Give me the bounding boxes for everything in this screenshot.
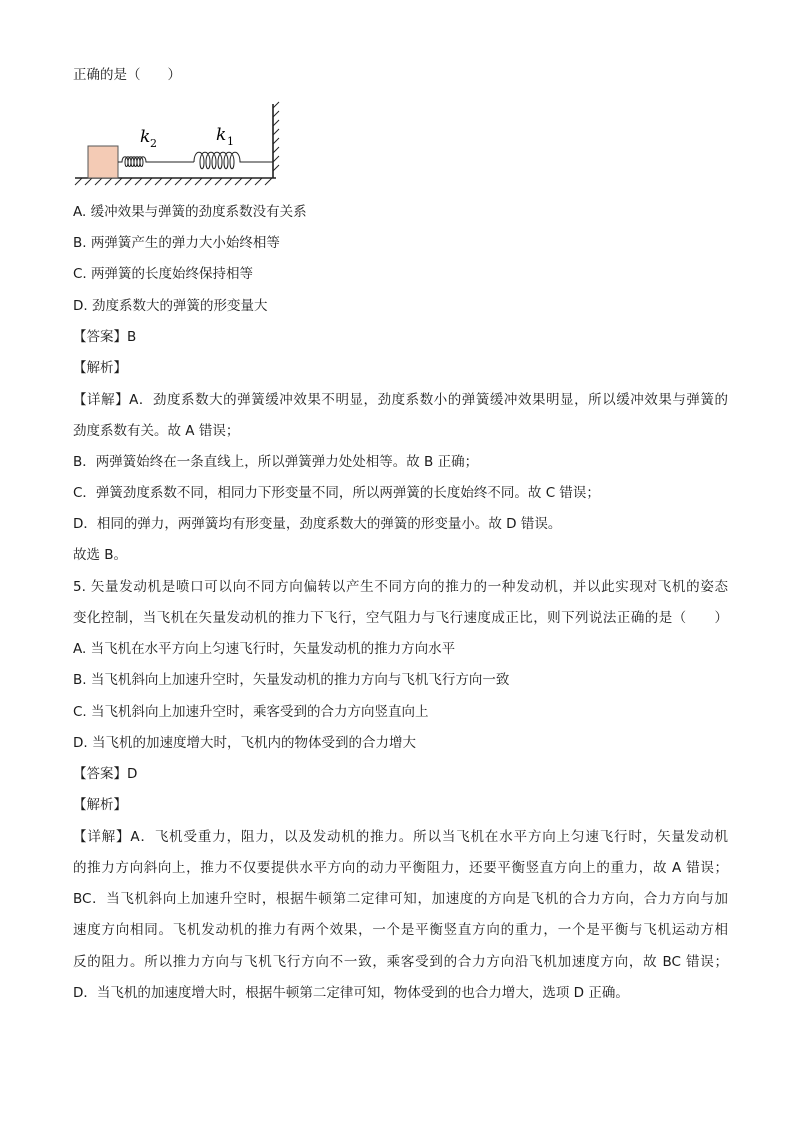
q4-conclusion: 故选 B。 bbox=[73, 547, 128, 563]
q5-detail-line: D．当飞机的加速度增大时，根据牛顿第二定律可知，物体受到的也合力增大，选项 D 正确。 bbox=[73, 985, 629, 1001]
q5-option-b: B. 当飞机斜向上加速升空时，矢量发动机的推力方向与飞机飞行方向一致 bbox=[73, 672, 510, 688]
q5-detail-line: 速度方向相同。飞机发动机的推力有两个效果，一个是平衡竖直方向的重力，一个是平衡与飞机运动方相 bbox=[73, 922, 728, 938]
q5-stem-line: 变化控制，当飞机在矢量发动机的推力下飞行，空气阻力与飞行速度成正比，则下列说法正确的是（ ） bbox=[73, 610, 728, 626]
k1-label: k bbox=[216, 125, 227, 145]
q5-detail-line: 的推力方向斜向上，推力不仅要提供水平方向的动力平衡阻力，还要平衡竖直方向上的重力，故 A 错误； bbox=[73, 860, 728, 876]
q5-stem-line: 5. 矢量发动机是喷口可以向不同方向偏转以产生不同方向的推力的一种发动机，并以此实现对飞机的姿态 bbox=[73, 579, 728, 595]
q5-option-a: A. 当飞机在水平方向上匀速飞行时，矢量发动机的推力方向水平 bbox=[73, 641, 456, 657]
k1-subscript: 1 bbox=[227, 135, 234, 148]
k2-label: k bbox=[140, 127, 151, 147]
q4-detail-line: 劲度系数有关。故 A 错误； bbox=[73, 423, 240, 439]
q5-option-d: D. 当飞机的加速度增大时，飞机内的物体受到的合力增大 bbox=[73, 735, 416, 751]
q4-stem-tail: 正确的是（ ） bbox=[73, 67, 181, 83]
spring-k2 bbox=[118, 157, 194, 167]
q4-answer: 【答案】B bbox=[73, 329, 137, 345]
q4-option-a: A. 缓冲效果与弹簧的劲度系数没有关系 bbox=[73, 204, 307, 220]
q5-answer: 【答案】D bbox=[73, 766, 138, 782]
q5-detail-line: BC．当飞机斜向上加速升空时，根据牛顿第二定律可知，加速度的方向是飞机的合力方向，合力方向与加 bbox=[73, 891, 728, 907]
q5-detail-line: 【详解】A．飞机受重力，阻力，以及发动机的推力。所以当飞机在水平方向上匀速飞行时，矢量发动机 bbox=[73, 829, 728, 845]
q5-analysis-label: 【解析】 bbox=[73, 797, 127, 813]
q4-option-d: D. 劲度系数大的弹簧的形变量大 bbox=[73, 298, 268, 314]
q4-option-c: C. 两弹簧的长度始终保持相等 bbox=[73, 266, 254, 282]
spring-diagram bbox=[70, 100, 285, 190]
q4-detail-line: D．相同的弹力，两弹簧均有形变量，劲度系数大的弹簧的形变量小。故 D 错误。 bbox=[73, 516, 562, 532]
k2-subscript: 2 bbox=[150, 137, 157, 150]
q4-detail-line: B．两弹簧始终在一条直线上，所以弹簧弹力处处相等。故 B 正确； bbox=[73, 454, 479, 470]
q4-option-b: B. 两弹簧产生的弹力大小始终相等 bbox=[73, 235, 280, 251]
spring-block-figure bbox=[70, 100, 285, 194]
q5-detail-line: 反的阻力。所以推力方向与飞机飞行方向不一致，乘客受到的合力方向沿飞机加速度方向，故 BC 错误； bbox=[73, 954, 728, 970]
block bbox=[88, 146, 118, 178]
q4-detail-line: 【详解】A．劲度系数大的弹簧缓冲效果不明显，劲度系数小的弹簧缓冲效果明显，所以缓冲效果与弹簧的 bbox=[73, 392, 728, 408]
spring-k1 bbox=[194, 152, 273, 169]
q4-detail-line: C．弹簧劲度系数不同，相同力下形变量不同，所以两弹簧的长度始终不同。故 C 错误； bbox=[73, 485, 600, 501]
q5-option-c: C. 当飞机斜向上加速升空时，乘客受到的合力方向竖直向上 bbox=[73, 704, 429, 720]
q4-analysis-label: 【解析】 bbox=[73, 360, 127, 376]
